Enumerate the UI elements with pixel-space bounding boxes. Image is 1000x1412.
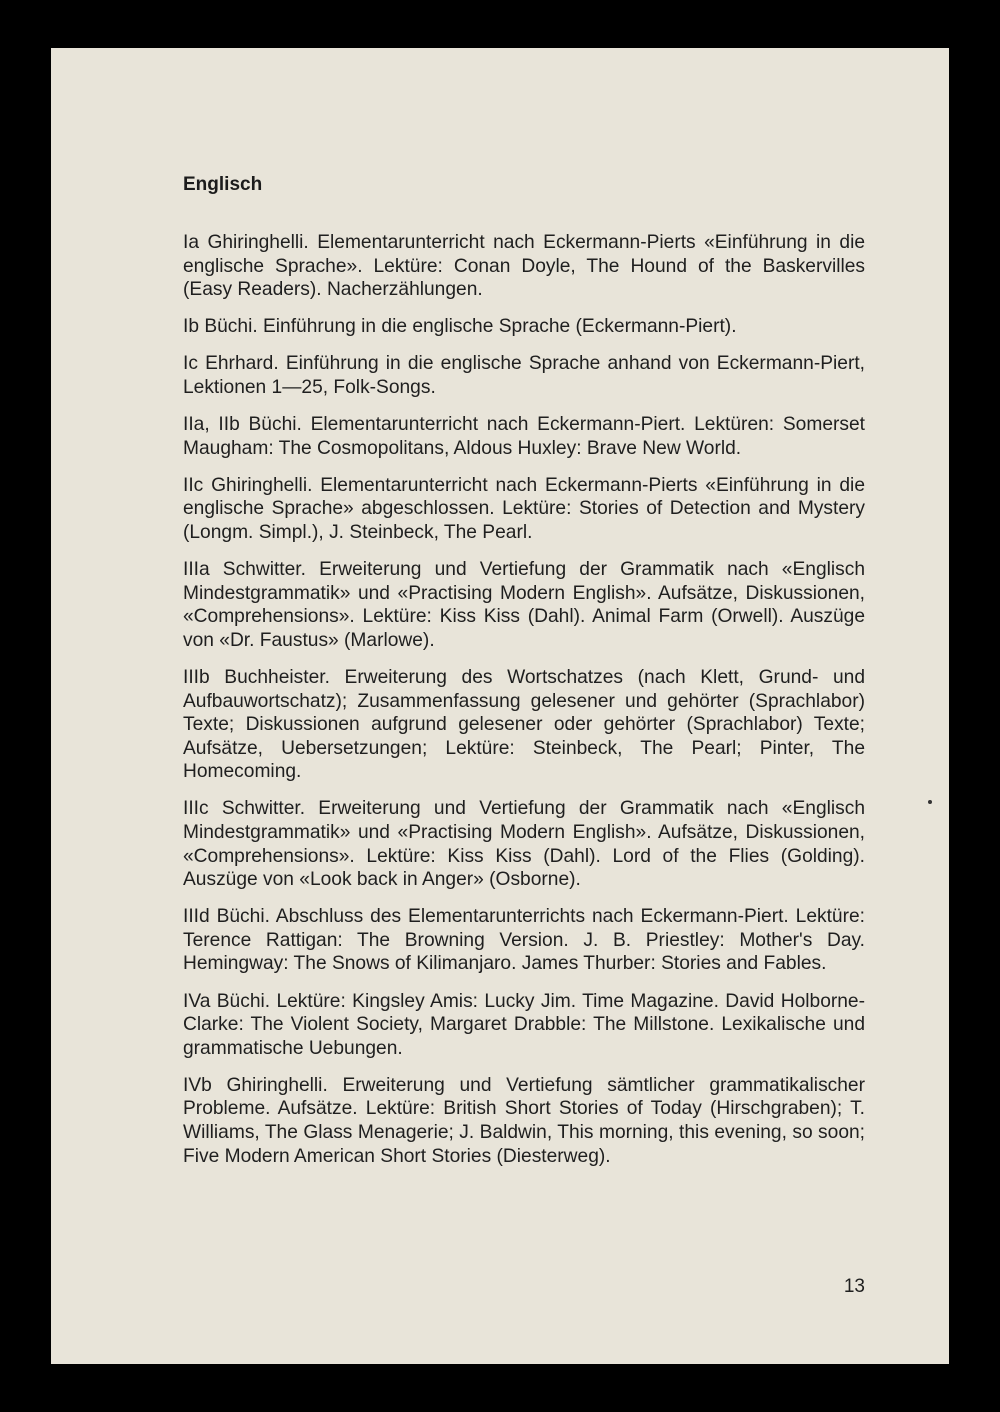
course-entry-iiic: IIIc Schwitter. Erweiterung und Vertiefung der Grammatik nach «Englisch Mindestgrammatik» und «Practising Modern English». Aufsätze, Diskussionen, «Comprehensions». Lektüre: Kiss Kiss (Dahl). Lord of the Flies (Golding). Auszüge von «Look back in Anger» (Osborne). bbox=[183, 798, 865, 891]
course-entry-ivb: IVb Ghiringhelli. Erweiterung und Vertiefung sämtlicher grammatikalischer Probleme. Aufsätze. Lektüre: British Short Stories of Today (Hirschgraben); T. Williams, The Glass Menagerie; J. Baldwin, This morning, this evening, so soon; Five Modern American Short Stories (Diesterweg). bbox=[183, 1074, 865, 1167]
document-page bbox=[51, 48, 949, 1364]
course-entry-iiia: IIIa Schwitter. Erweiterung und Vertiefung der Grammatik nach «Englisch Mindestgrammatik» und «Practising Modern English». Aufsätze, Diskussionen, «Comprehensions». Lektüre: Kiss Kiss (Dahl). Animal Farm (Orwell). Auszüge von «Dr. Faustus» (Marlowe). bbox=[183, 559, 865, 651]
course-entries bbox=[183, 231, 865, 1182]
course-entry-ic: Ic Ehrhard. Einführung in die englische Sprache anhand von Eckermann-Piert, Lektionen 1—25, Folk-Songs. bbox=[183, 353, 865, 398]
course-entry-iva: IVa Büchi. Lektüre: Kingsley Amis: Lucky Jim. Time Magazine. David Holborne-Clarke: The Violent Society, Margaret Drabble: The Millstone. Lexikalische und grammatische Uebungen. bbox=[183, 990, 865, 1059]
course-entry-iiib: IIIb Buchheister. Erweiterung des Wortschatzes (nach Klett, Grund- und Aufbauwortschatz); Zusammenfassung gelesener und gehörter (Sprachlabor) Texte; Diskussionen aufgrund gelesener oder gehörter (Sprachlabor) Texte; Aufsätze, Uebersetzungen; Lektüre: Steinbeck, The Pearl; Pinter, The Homecoming. bbox=[183, 666, 865, 783]
course-entry-iia-iib: IIa, IIb Büchi. Elementarunterricht nach Eckermann-Piert. Lektüren: Somerset Maugham: The Cosmopolitans, Aldous Huxley: Brave New World. bbox=[183, 414, 865, 459]
section-heading: Englisch bbox=[183, 174, 263, 195]
course-entry-iic: IIc Ghiringhelli. Elementarunterricht nach Eckermann-Pierts «Einführung in die englische Sprache» abgeschlossen. Lektüre: Stories of Detection and Mystery (Longm. Simpl.), J. Steinbeck, The Pearl. bbox=[183, 474, 865, 543]
print-speck bbox=[928, 800, 932, 804]
course-entry-ib: Ib Büchi. Einführung in die englische Sprache (Eckermann-Piert). bbox=[183, 316, 737, 338]
course-entry-iiid: IIId Büchi. Abschluss des Elementarunterrichts nach Eckermann-Piert. Lektüre: Terence Rattigan: The Browning Version. J. B. Priestley: Mother's Day. Hemingway: The Snows of Kilimanjaro. James Thurber: Stories and Fables. bbox=[183, 906, 865, 975]
page-number: 13 bbox=[843, 1276, 865, 1297]
course-entry-ia: Ia Ghiringhelli. Elementarunterricht nach Eckermann-Pierts «Einführung in die englische Sprache». Lektüre: Conan Doyle, The Hound of the Baskervilles (Easy Readers). Nacherzählungen. bbox=[183, 232, 865, 301]
